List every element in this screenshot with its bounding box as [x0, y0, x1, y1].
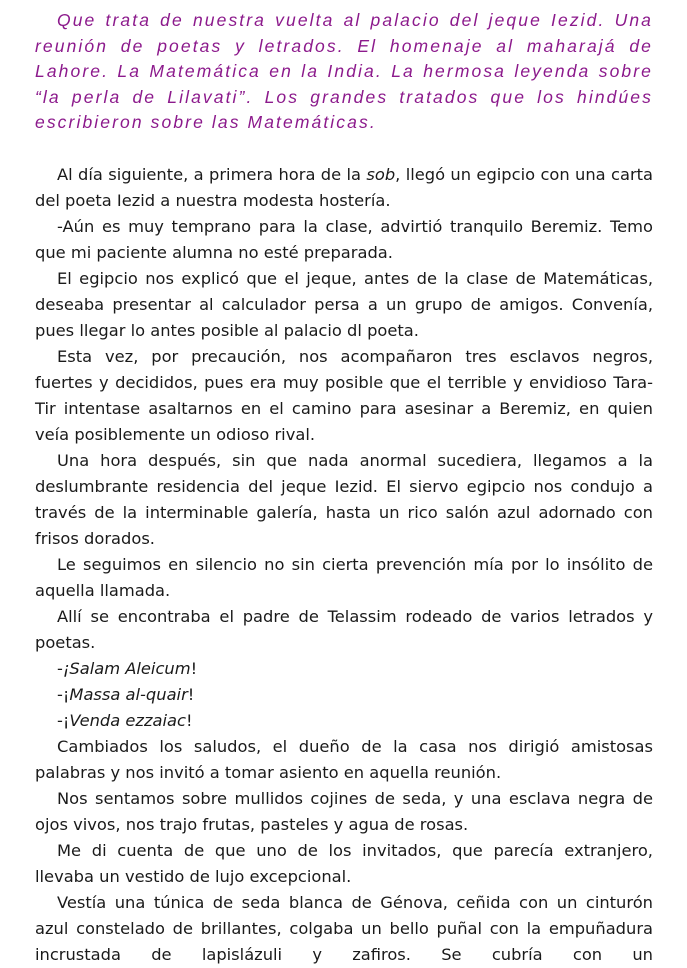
- text: Le seguimos en silencio no sin cierta prevención mía por lo insólito de aquella llamada.: [35, 554, 653, 600]
- text: Cambiados los saludos, el dueño de la casa nos dirigió amistosas palabras y nos invitó a tomar asiento en aquella reunión.: [35, 736, 653, 782]
- paragraph: [35, 344, 653, 448]
- italic-text: sob: [366, 164, 396, 184]
- text: Al día siguiente, a primera hora de la: [57, 164, 367, 184]
- italic-text: ¡Salam Aleicum: [62, 658, 191, 678]
- text: !: [185, 710, 193, 730]
- paragraph: [35, 890, 653, 968]
- text: -¡: [57, 710, 70, 730]
- paragraph: [35, 708, 653, 734]
- paragraph: [35, 682, 653, 708]
- text: Una hora después, sin que nada anormal sucediera, llegamos a la deslumbrante residencia del jeque Iezid. El siervo egipcio nos condujo a través de la interminable galería, hasta un rico salón azul adornado con frisos dorados.: [35, 450, 653, 548]
- text: -Aún es muy temprano para la clase, advirtió tranquilo Beremiz. Temo que mi paciente alumna no esté preparada.: [35, 216, 653, 262]
- paragraph: [35, 448, 653, 552]
- text: Esta vez, por precaución, nos acompañaron tres esclavos negros, fuertes y decididos, pues era muy posible que el terrible y envidioso Tara-Tir intentase asaltarnos en el camino para asesinar a Beremiz, en quien veía posiblemente un odioso rival.: [35, 346, 653, 444]
- chapter-body: [35, 162, 653, 968]
- paragraph: [35, 162, 653, 214]
- paragraph: [35, 552, 653, 604]
- text: Vestía una túnica de seda blanca de Génova, ceñida con un cinturón azul constelado de brillantes, colgaba un bello puñal con la empuñadura incrustada de lapislázuli y zafiros. Se cubría con un: [35, 892, 653, 964]
- text: !: [190, 658, 198, 678]
- chapter-summary: Que trata de nuestra vuelta al palacio del jeque Iezid. Una reunión de poetas y letrados. El homenaje al maharajá de Lahore. La Matemática en la India. La hermosa leyenda sobre “la perla de Lilavati”. Los grandes tratados que los hindúes escribieron sobre las Matemáticas.: [35, 10, 653, 132]
- text: El egipcio nos explicó que el jeque, antes de la clase de Matemáticas, deseaba presentar al calculador persa a un grupo de amigos. Convenía, pues llegar lo antes posible al palacio dl poeta.: [35, 268, 653, 340]
- italic-text: Venda ezzaiac: [69, 710, 186, 730]
- text: Nos sentamos sobre mullidos cojines de seda, y una esclava negra de ojos vivos, nos trajo frutas, pasteles y agua de rosas.: [35, 788, 653, 834]
- italic-text: Massa al-quair: [69, 684, 188, 704]
- text: Me di cuenta de que uno de los invitados, que parecía extranjero, llevaba un vestido de lujo excepcional.: [35, 840, 653, 886]
- text: -: [57, 658, 63, 678]
- text: , llegó un egipcio con una carta del poeta Iezid a nuestra modesta hostería.: [35, 164, 654, 210]
- text: Allí se encontraba el padre de Telassim rodeado de varios letrados y poetas.: [35, 606, 653, 652]
- paragraph: [35, 786, 653, 838]
- paragraph: [35, 734, 653, 786]
- paragraph: [35, 656, 653, 682]
- book-page: [35, 8, 653, 968]
- text: -¡: [57, 684, 70, 704]
- text: !: [187, 684, 195, 704]
- paragraph: [35, 838, 653, 890]
- paragraph: [35, 266, 653, 344]
- paragraph: [35, 214, 653, 266]
- paragraph: [35, 604, 653, 656]
